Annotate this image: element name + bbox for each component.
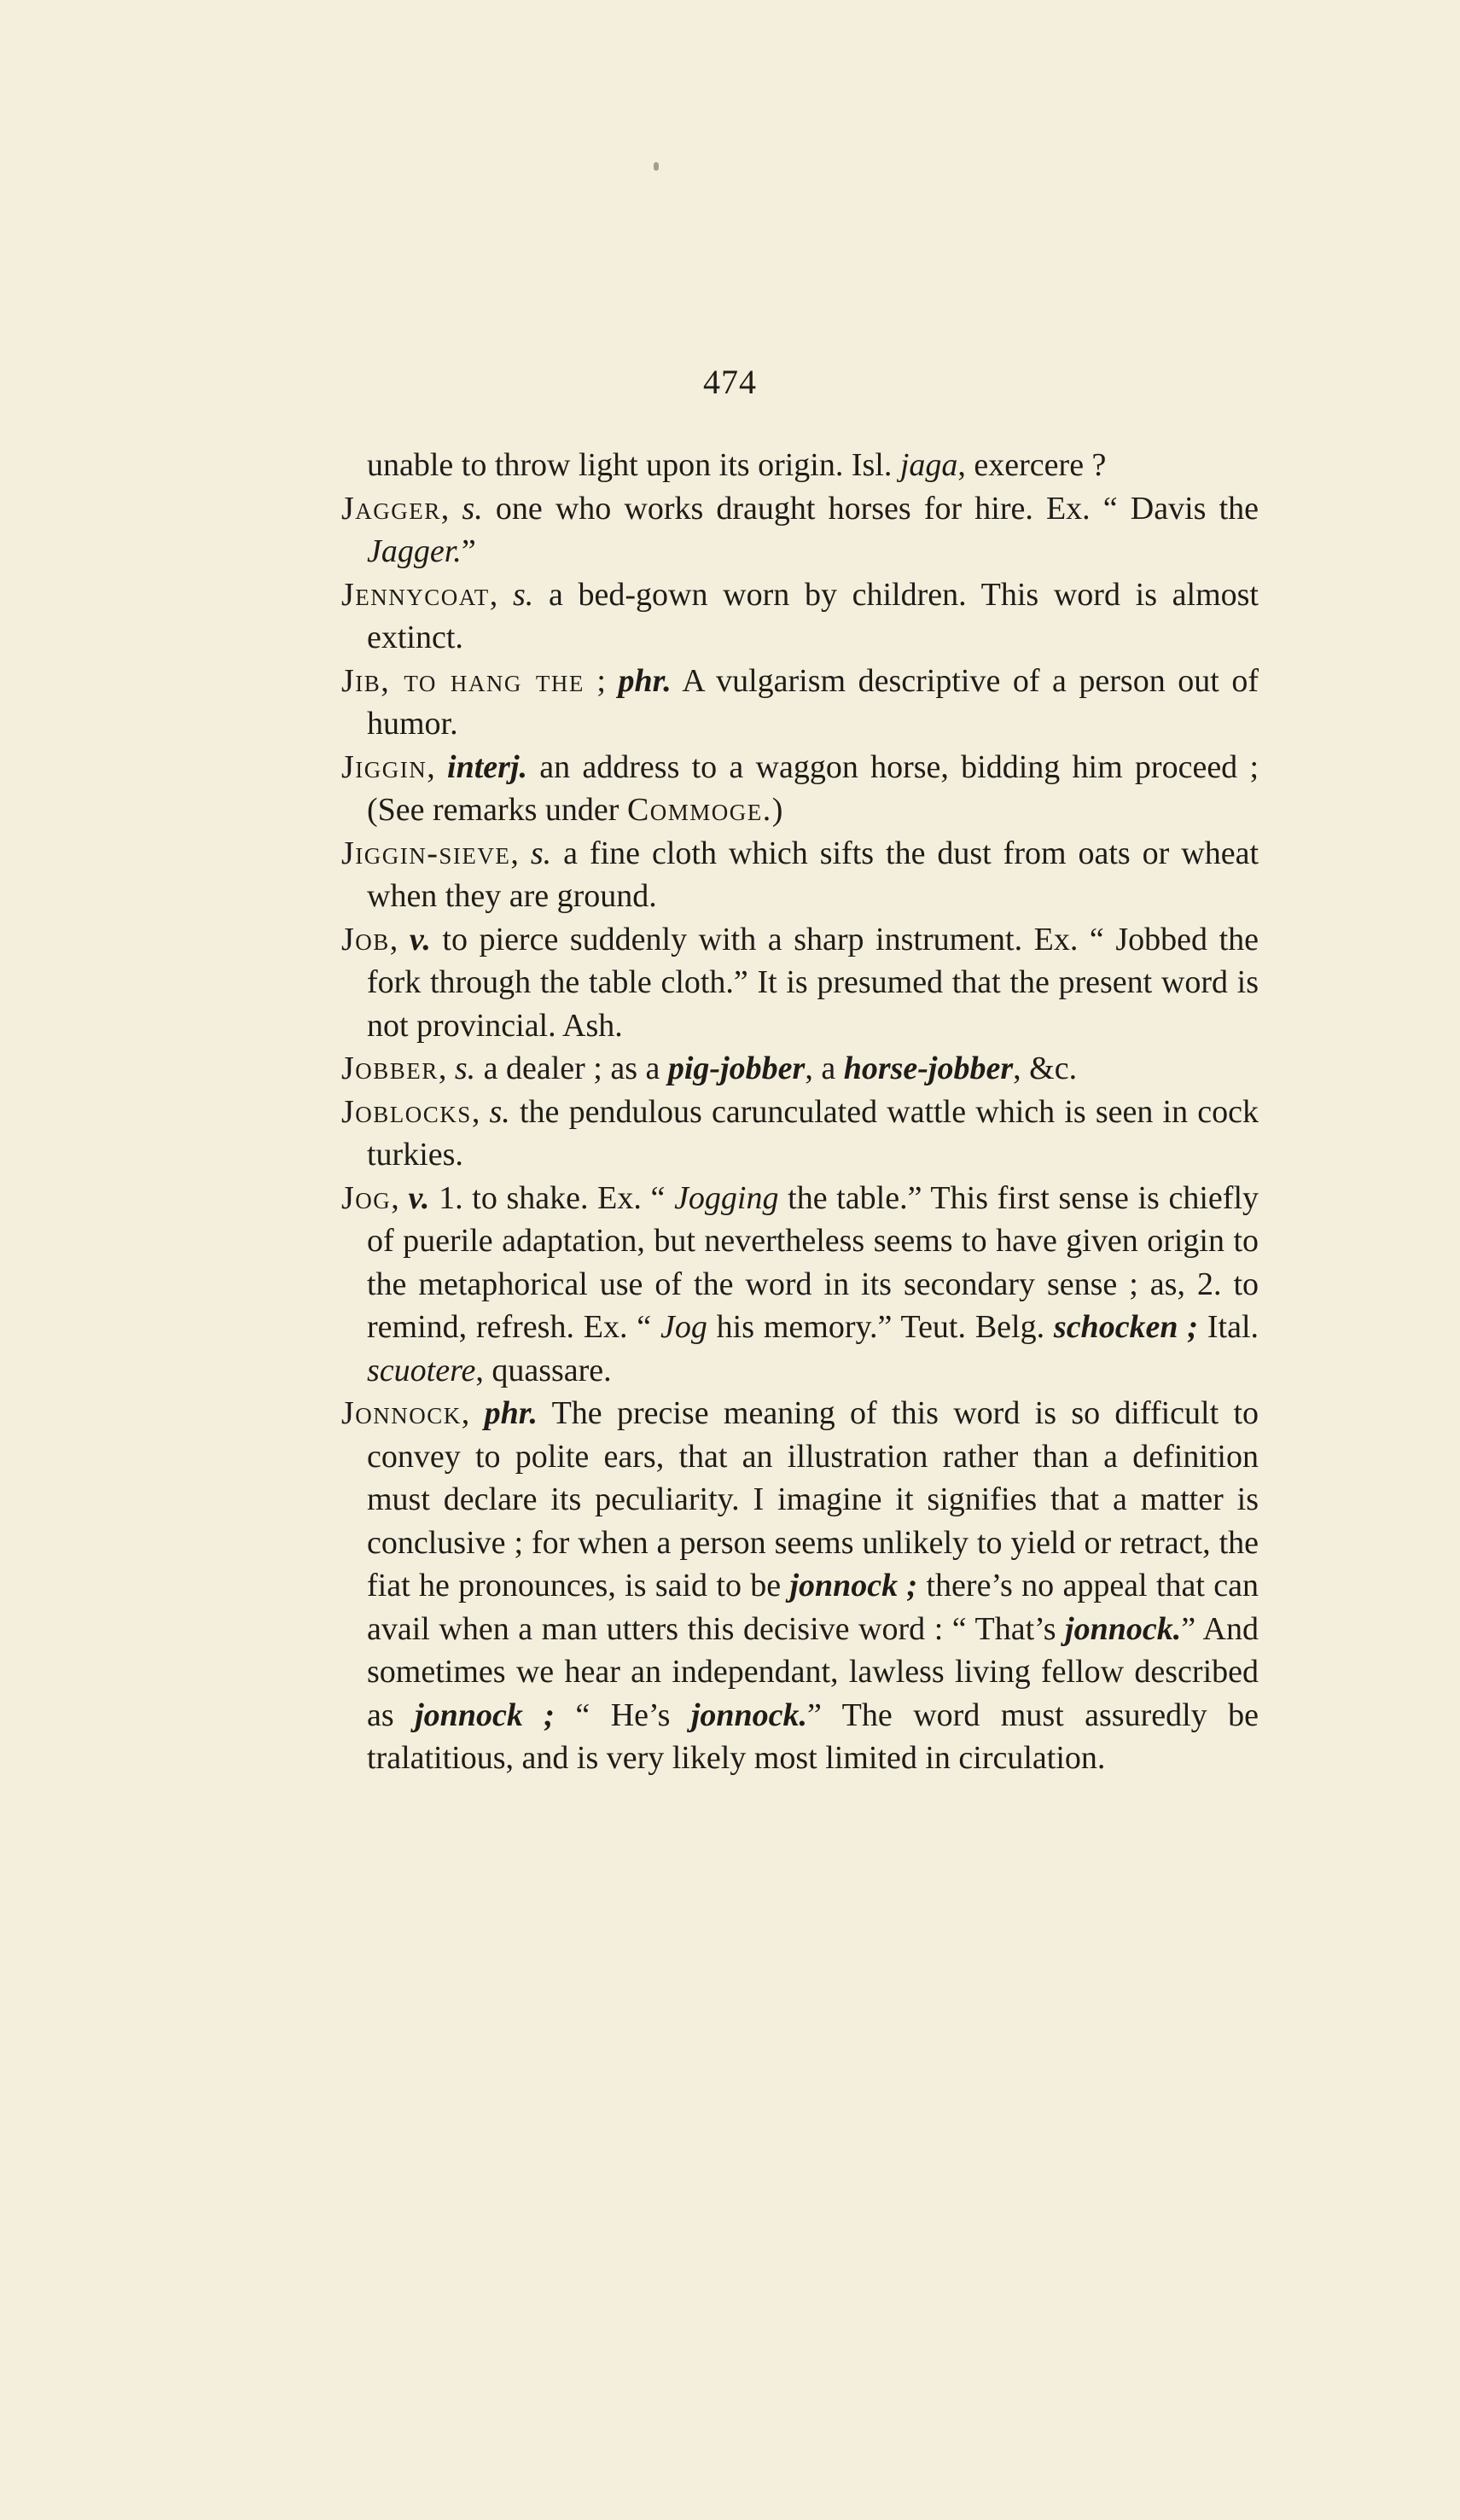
italic-term: scuotere (367, 1352, 476, 1388)
glossary-entry-jib (341, 660, 1259, 746)
entry-text: a fine cloth which sifts the dust from oats or wheat when they are ground. (367, 835, 1259, 914)
glossary-entry-jiggin (341, 746, 1259, 832)
entry-text: ) (771, 792, 783, 828)
entry-text: a bed-gown worn by children. This word is almost extinct. (367, 576, 1259, 655)
entry-text: , &c. (1013, 1050, 1078, 1086)
headword: Jiggin (341, 748, 428, 785)
headword: Jiggin-sieve (341, 835, 511, 871)
headword: Commoge. (626, 792, 772, 828)
entry-text: , quassare. (475, 1352, 612, 1388)
part-of-speech: s. (454, 1050, 476, 1086)
part-of-speech: s. (512, 576, 534, 613)
entry-text: , (438, 1050, 455, 1086)
italic-term: Jog (660, 1309, 707, 1345)
glossary-entry-jonnock (341, 1392, 1259, 1780)
part-of-speech: s. (530, 835, 552, 871)
part-of-speech: s. (489, 1093, 510, 1130)
part-of-speech: interj. (447, 748, 528, 785)
italic-term: jonnock ; (415, 1696, 555, 1733)
entry-text: his memory.” Teut. Belg. (707, 1309, 1054, 1345)
entry-text: , (391, 1179, 409, 1216)
entry-text: , (471, 1093, 490, 1130)
entry-text: , (427, 748, 448, 785)
part-of-speech: v. (408, 1179, 430, 1216)
part-of-speech: s. (462, 490, 483, 527)
entry-text: there’s no appeal that can avail when a man utters this decisive word : “ That’s (367, 1568, 1259, 1647)
headword: Job (341, 921, 390, 957)
paper-speck-mark (654, 162, 659, 171)
page-number: 474 (703, 363, 757, 401)
headword: Jib, to hang the (341, 662, 585, 699)
headword: Jagger (341, 490, 441, 527)
glossary-entry-jagger (341, 487, 1259, 573)
italic-term: jonnock ; (789, 1568, 918, 1603)
entry-text: one who works draught horses for hire. Ex. “ Davis the (482, 490, 1259, 527)
part-of-speech: phr. (618, 662, 672, 699)
italic-term: jonnock. (1065, 1610, 1182, 1647)
headword: Jennycoat (341, 576, 490, 613)
part-of-speech: phr. (484, 1395, 538, 1431)
entry-text: ; (584, 662, 619, 699)
entry-text: A vulgarism descriptive of a person out of humor. (367, 662, 1259, 742)
italic-term: Jagger. (367, 533, 462, 569)
glossary-entry-jog (341, 1177, 1259, 1393)
glossary-entry-jobber (341, 1047, 1259, 1091)
italic-term: pig-jobber (667, 1050, 806, 1086)
entry-text: 1. to shake. Ex. “ (429, 1179, 675, 1216)
entry-text: , (489, 576, 513, 613)
glossary-entry-jennycoat (341, 573, 1259, 660)
entry-text: , (510, 835, 531, 871)
entry-text: Ital. (1198, 1309, 1259, 1345)
headword: Jonnock (341, 1395, 462, 1431)
italic-term: jaga (899, 447, 958, 483)
entry-text: , exercere ? (957, 447, 1107, 483)
entry-text: the table.” This first sense is chiefly of puerile adaptation, but nevertheless seems to have given origin to the metaphorical use of the word in its secondary sense ; as, 2. to remind, refresh. Ex. “ (367, 1179, 1259, 1345)
entry-text: a dealer ; as a (475, 1050, 668, 1086)
entry-text: ” And sometimes we hear an independant, lawless living fellow described as (367, 1610, 1259, 1733)
entry-text: , a (805, 1050, 844, 1086)
entry-text: ” (461, 533, 476, 569)
entry-text: , (461, 1395, 485, 1431)
entry-text: , (440, 490, 462, 527)
glossary-entry-jaga-cont (341, 444, 1259, 487)
entry-text: the pendulous carunculated wattle which is seen in cock turkies. (367, 1093, 1259, 1173)
headword: Jobber (341, 1050, 439, 1086)
headword: Joblocks (341, 1093, 472, 1130)
glossary-text-block (341, 444, 1259, 1780)
entry-text: ” The word must assuredly be tralatitious, and is very likely most limited in circulation. (367, 1696, 1259, 1776)
entry-text: unable to throw light upon its origin. Isl. (367, 447, 900, 483)
italic-term: horse-jobber (843, 1050, 1014, 1086)
entry-text: an address to a waggon horse, bidding him proceed ; (See remarks under (367, 748, 1259, 828)
entry-text: to pierce suddenly with a sharp instrument. Ex. “ Jobbed the fork through the table cloth.” It is presumed that the present word is not provincial. Ash. (367, 921, 1259, 1044)
italic-term: Jogging (674, 1179, 779, 1216)
glossary-entry-joblocks (341, 1091, 1259, 1177)
entry-text: , (389, 921, 410, 957)
entry-text: “ He’s (554, 1696, 691, 1733)
entry-text: The precise meaning of this word is so difficult to convey to polite ears, that an illustration rather than a definition must declare its peculiarity. I imagine it signifies that a matter is conclusive ; for when a person seems unlikely to yield or retract, the fiat he pronounces, is said to be (367, 1395, 1259, 1603)
italic-term: schocken ; (1053, 1309, 1199, 1345)
glossary-entry-jiggin-sieve (341, 832, 1259, 918)
part-of-speech: v. (409, 921, 431, 957)
headword: Jog (341, 1179, 392, 1216)
glossary-entry-job (341, 918, 1259, 1048)
italic-term: jonnock. (690, 1696, 808, 1733)
